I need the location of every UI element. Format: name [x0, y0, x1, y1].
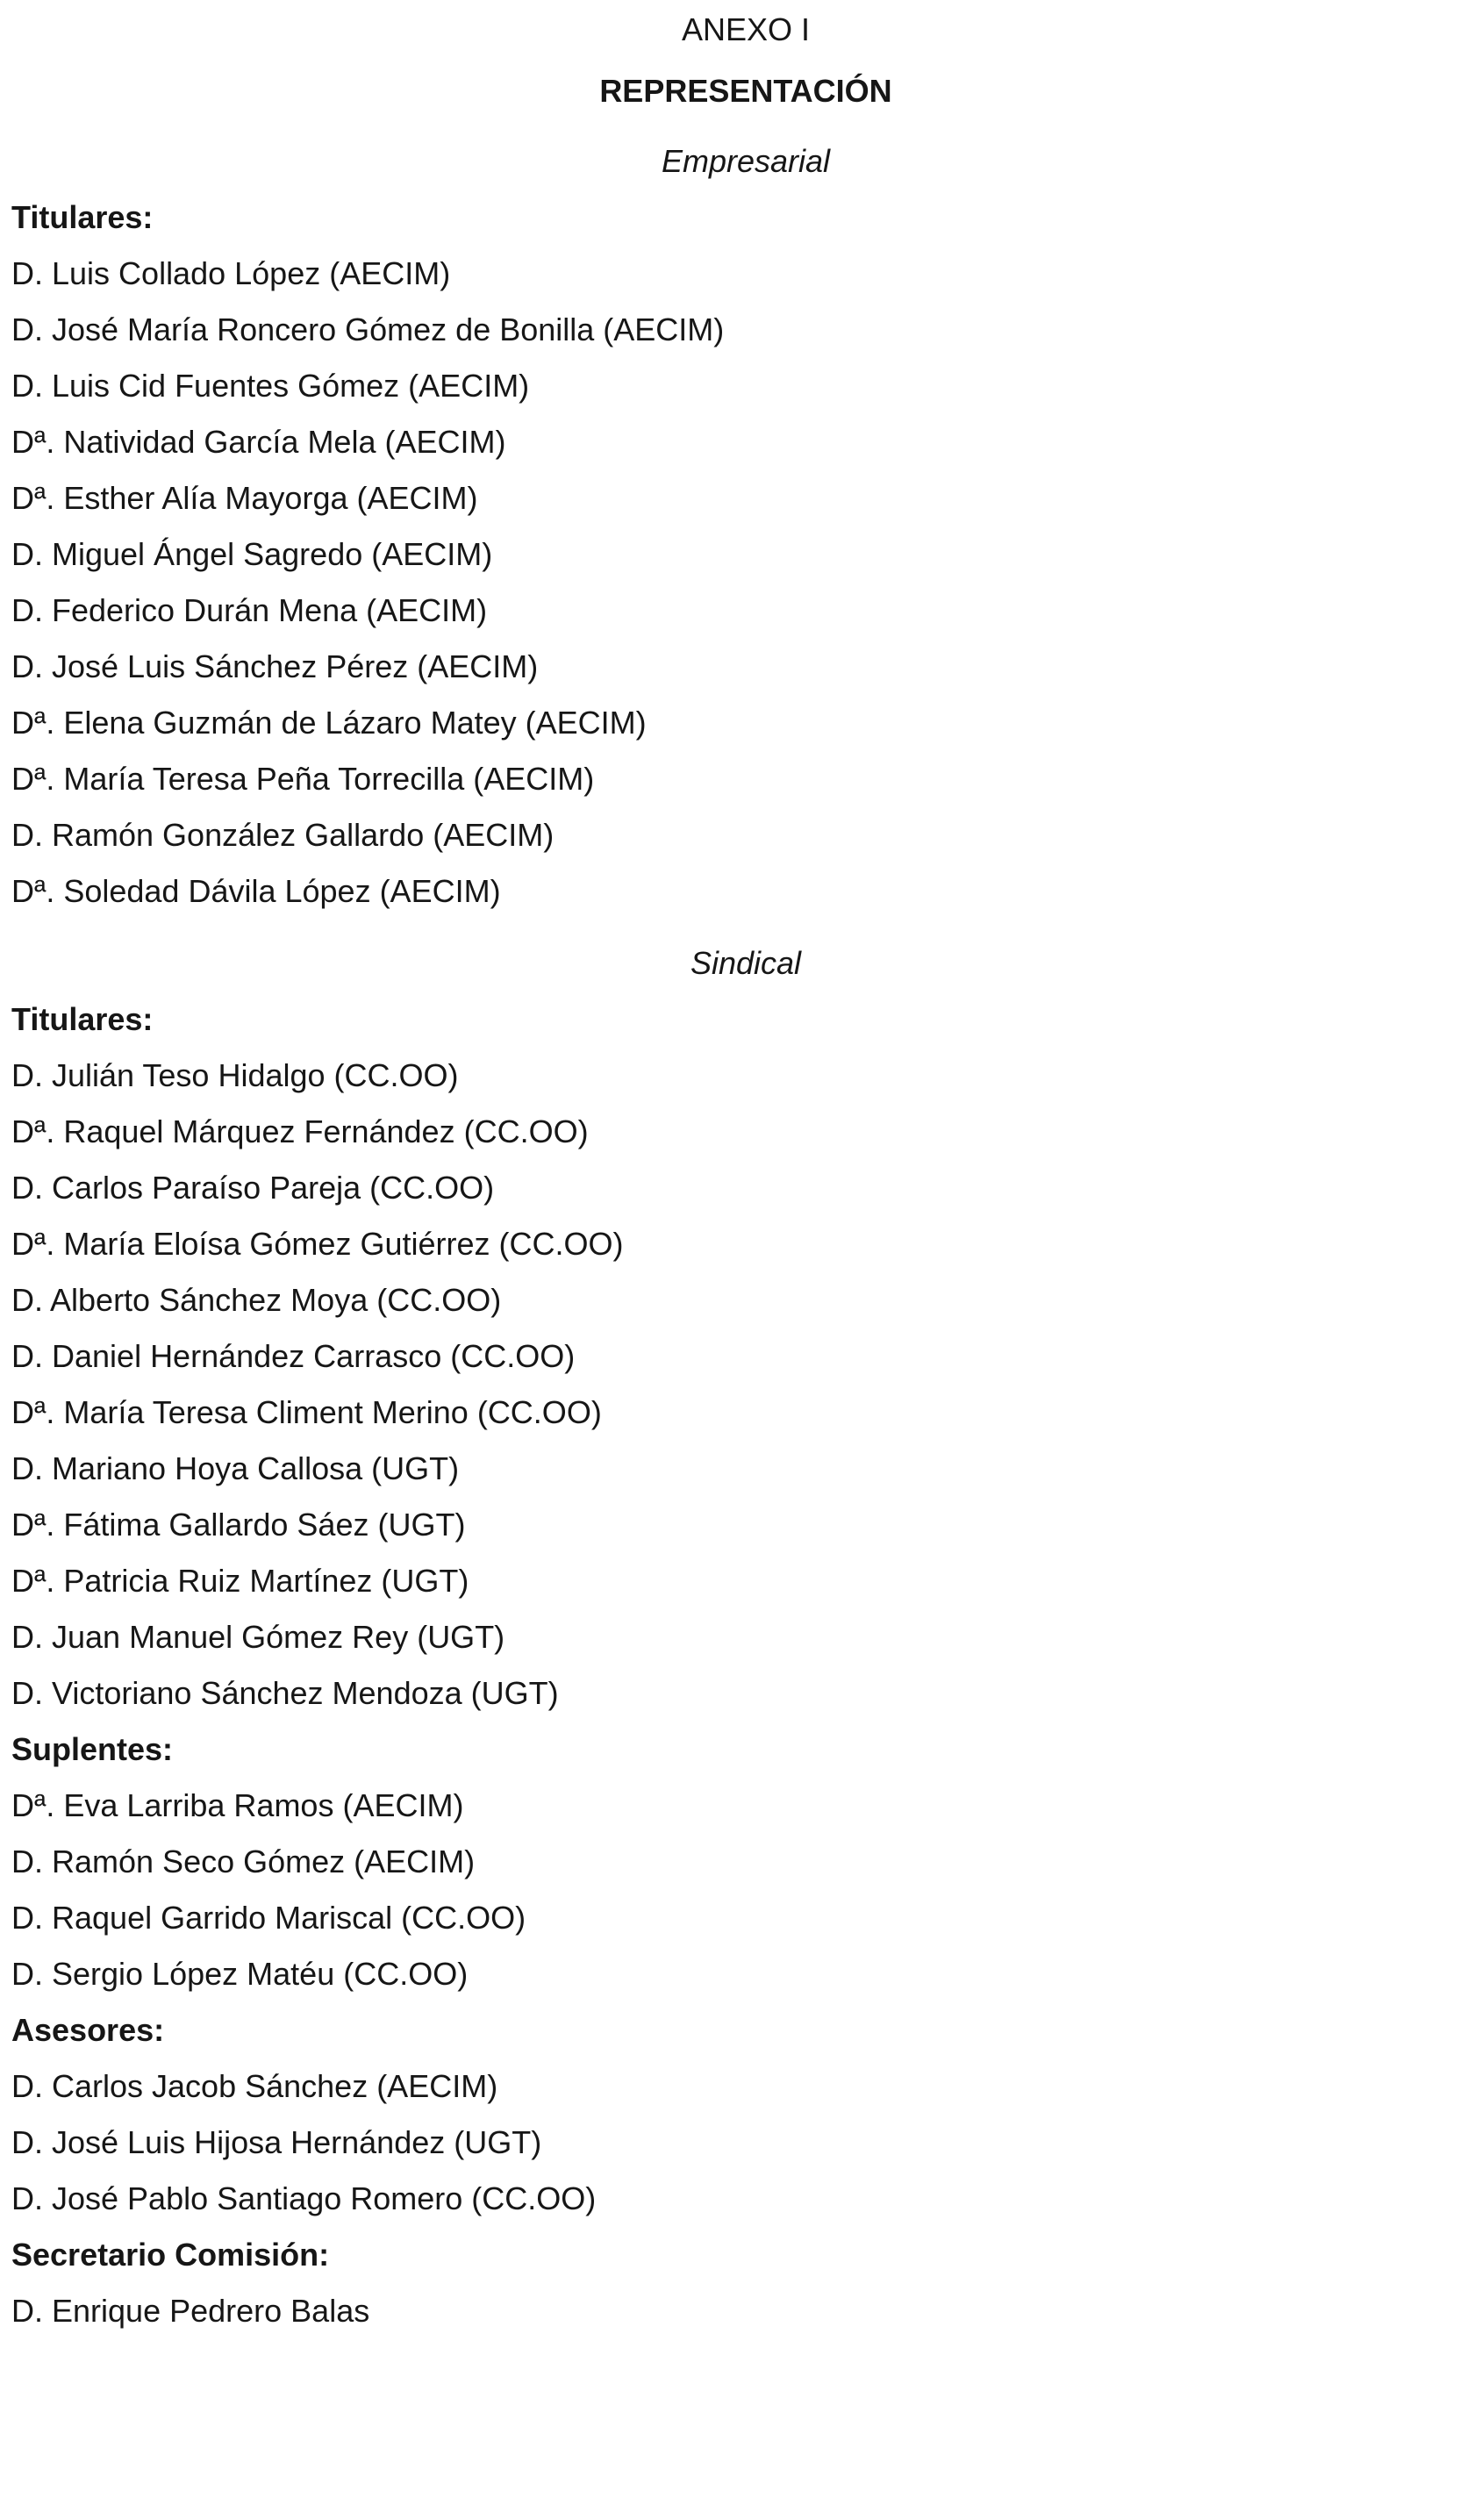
list-item: Dª. Patricia Ruiz Martínez (UGT)	[11, 1563, 469, 1599]
list-item: D. Ramón González Gallardo (AECIM)	[11, 817, 555, 853]
list-item: Dª. Natividad García Mela (AECIM)	[11, 424, 506, 460]
list-item: D. José María Roncero Gómez de Bonilla (AECIM)	[11, 311, 725, 347]
list-item: D. Carlos Paraíso Pareja (CC.OO)	[11, 1170, 495, 1206]
list-item: D. Ramón Seco Gómez (AECIM)	[11, 1843, 476, 1879]
document-title: REPRESENTACIÓN	[599, 73, 892, 109]
asesores-label: Asesores:	[11, 2012, 165, 2048]
list-item: D. Juan Manuel Gómez Rey (UGT)	[11, 1619, 505, 1655]
titulares-label-sindical: Titulares:	[11, 1001, 154, 1037]
list-item: D. Luis Collado López (AECIM)	[11, 255, 451, 291]
list-item: Dª. Elena Guzmán de Lázaro Matey (AECIM)	[11, 705, 647, 741]
list-item: D. Enrique Pedrero Balas	[11, 2293, 370, 2329]
secretario-label: Secretario Comisión:	[11, 2237, 330, 2273]
list-item: Dª. Fátima Gallardo Sáez (UGT)	[11, 1507, 466, 1543]
section-heading-sindical: Sindical	[690, 945, 802, 981]
list-item: D. José Luis Sánchez Pérez (AECIM)	[11, 648, 539, 684]
list-item: Dª. María Eloísa Gómez Gutiérrez (CC.OO)	[11, 1226, 624, 1262]
list-item: D. Daniel Hernández Carrasco (CC.OO)	[11, 1338, 576, 1374]
list-item: D. Julián Teso Hidalgo (CC.OO)	[11, 1057, 459, 1093]
suplentes-label: Suplentes:	[11, 1731, 174, 1767]
list-item: D. Mariano Hoya Callosa (UGT)	[11, 1450, 460, 1486]
list-item: D. Alberto Sánchez Moya (CC.OO)	[11, 1282, 502, 1318]
list-item: D. Victoriano Sánchez Mendoza (UGT)	[11, 1675, 559, 1711]
titulares-label-empresarial: Titulares:	[11, 199, 154, 235]
list-item: D. Raquel Garrido Mariscal (CC.OO)	[11, 1900, 526, 1936]
list-item: D. Luis Cid Fuentes Gómez (AECIM)	[11, 368, 530, 404]
list-item: D. Miguel Ángel Sagredo (AECIM)	[11, 536, 493, 572]
list-item: D. Federico Durán Mena (AECIM)	[11, 592, 488, 628]
list-item: Dª. María Teresa Peña Torrecilla (AECIM)	[11, 761, 595, 797]
list-item: D. José Pablo Santiago Romero (CC.OO)	[11, 2180, 597, 2216]
list-item: Dª. María Teresa Climent Merino (CC.OO)	[11, 1394, 602, 1430]
list-item: Dª. Soledad Dávila López (AECIM)	[11, 873, 501, 909]
list-item: D. José Luis Hijosa Hernández (UGT)	[11, 2124, 542, 2160]
list-item: D. Carlos Jacob Sánchez (AECIM)	[11, 2068, 498, 2104]
section-heading-empresarial: Empresarial	[661, 143, 831, 179]
annex-number: ANEXO I	[681, 11, 811, 47]
list-item: Dª. Esther Alía Mayorga (AECIM)	[11, 480, 478, 516]
list-item: Dª. Eva Larriba Ramos (AECIM)	[11, 1787, 464, 1823]
list-item: D. Sergio López Matéu (CC.OO)	[11, 1956, 469, 1992]
list-item: Dª. Raquel Márquez Fernández (CC.OO)	[11, 1113, 589, 1149]
